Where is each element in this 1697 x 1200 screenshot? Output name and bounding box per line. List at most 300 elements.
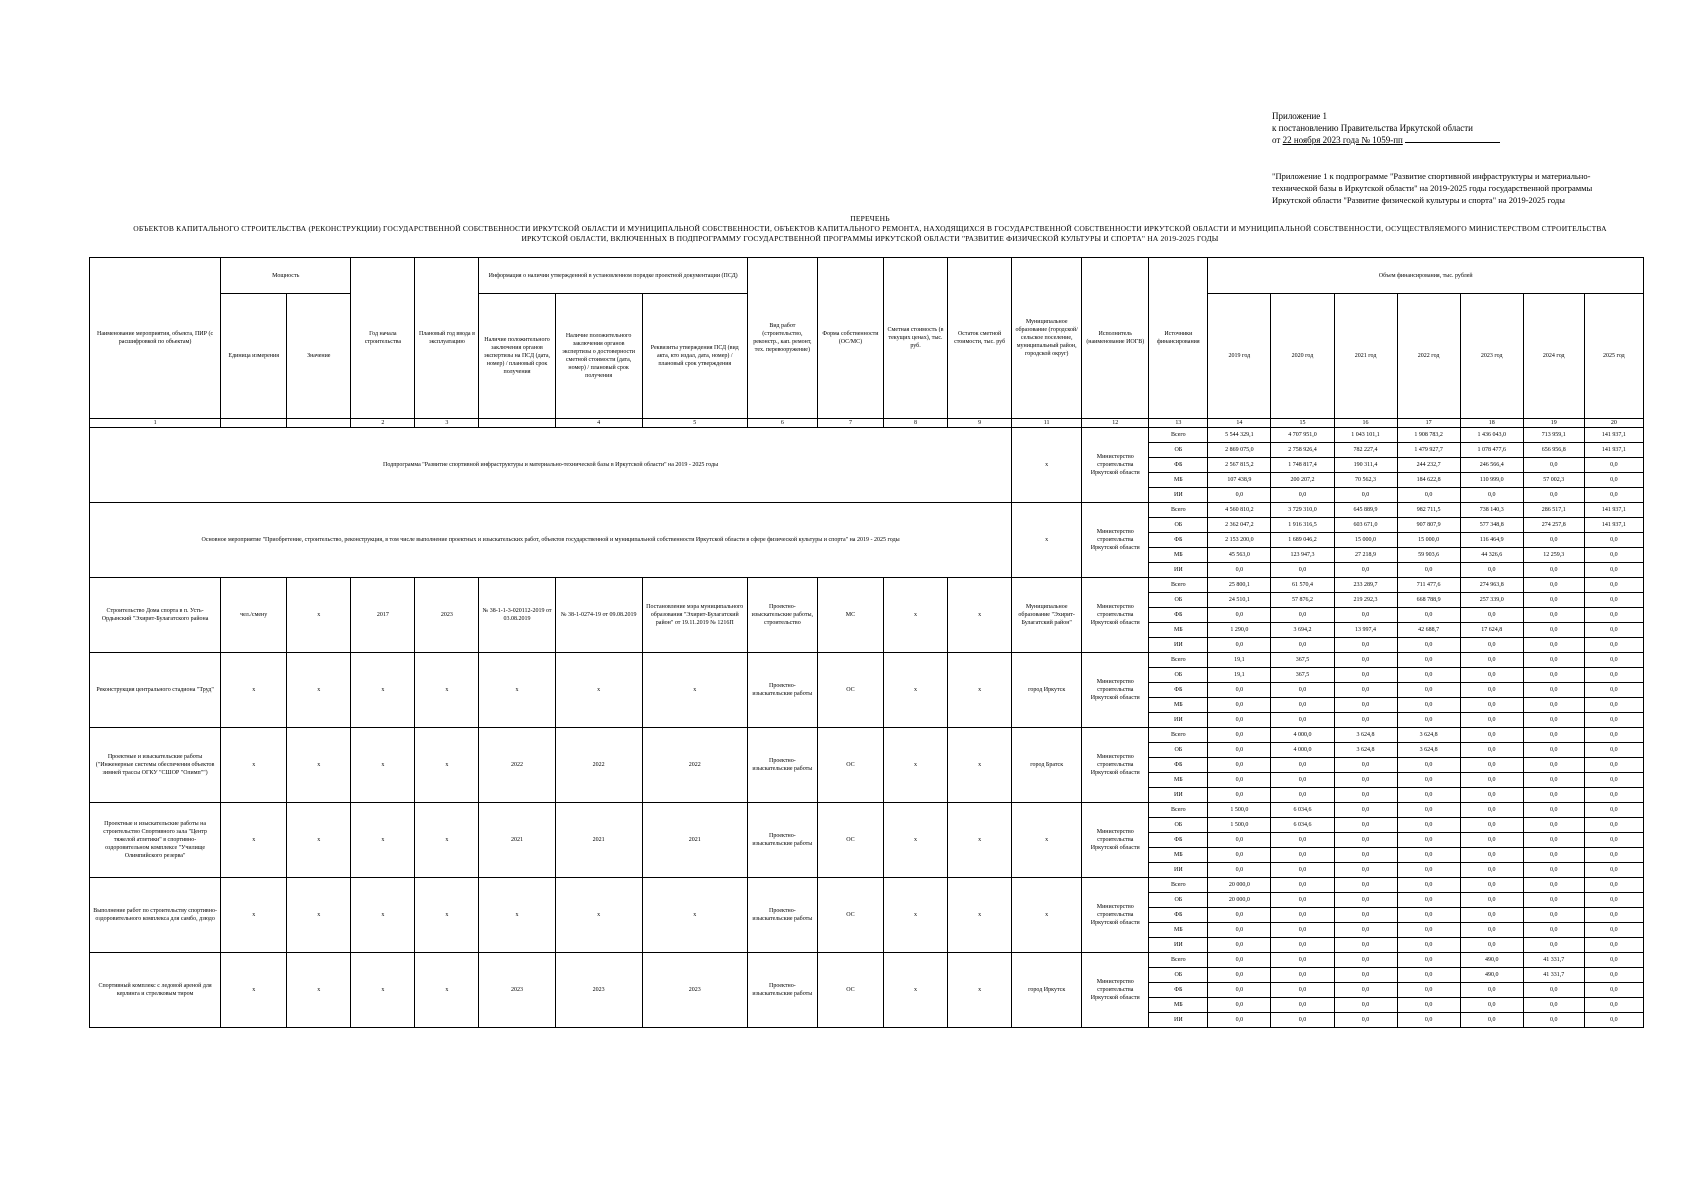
financing-value: 0,0 [1397,638,1460,653]
header-year: 2024 год [1523,294,1584,419]
financing-value: 656 956,8 [1523,443,1584,458]
source-label: МБ [1149,698,1208,713]
col-index [479,419,555,428]
item-municipality: город Иркутск [1012,653,1082,728]
item-name: Проектные и изыскательские работы ("Инженерные системы обеспечения объектов зимней трассы ОГКУ "СШОР "Олимп"") [90,728,221,803]
item-psd3: 2023 [642,953,747,1028]
item-psd2: 2022 [555,728,642,803]
financing-value: 0,0 [1584,548,1643,563]
financing-value: 0,0 [1208,683,1271,698]
financing-value: 0,0 [1397,968,1460,983]
header-executor: Исполнитель (наименование ИОГВ) [1082,258,1149,419]
financing-value: 0,0 [1584,908,1643,923]
financing-value: 13 997,4 [1334,623,1397,638]
financing-value: 0,0 [1334,953,1397,968]
financing-value: 19,1 [1208,668,1271,683]
financing-value: 0,0 [1523,893,1584,908]
financing-value: 0,0 [1208,1013,1271,1028]
financing-value: 3 624,8 [1397,728,1460,743]
financing-value: 0,0 [1523,458,1584,473]
financing-value: 0,0 [1460,563,1523,578]
financing-value: 0,0 [1208,608,1271,623]
financing-value: 490,0 [1460,968,1523,983]
financing-value: 0,0 [1334,608,1397,623]
item-rem-cost: х [948,878,1012,953]
financing-value: 0,0 [1460,848,1523,863]
financing-value: 141 937,1 [1584,503,1643,518]
financing-value: 59 903,6 [1397,548,1460,563]
item-work-type: Проектно-изыскательские работы [747,653,817,728]
financing-value: 0,0 [1397,1013,1460,1028]
financing-value: 0,0 [1460,833,1523,848]
annex-line3-prefix: от [1272,135,1281,145]
financing-value: 0,0 [1208,998,1271,1013]
financing-value: 0,0 [1334,488,1397,503]
financing-value: 0,0 [1208,953,1271,968]
financing-value: 0,0 [1460,698,1523,713]
financing-value: 0,0 [1334,1013,1397,1028]
financing-value: 0,0 [1523,878,1584,893]
item-psd3: 2021 [642,803,747,878]
financing-value: 0,0 [1584,803,1643,818]
item-value: х [287,728,351,803]
financing-value: 3 694,2 [1271,623,1334,638]
financing-value: 0,0 [1460,773,1523,788]
financing-value: 0,0 [1584,713,1643,728]
header-sources: Источники финансирования [1149,258,1208,419]
financing-value: 0,0 [1397,818,1460,833]
item-municipality: город Иркутск [1012,953,1082,1028]
source-label: ФБ [1149,908,1208,923]
financing-value: 2 758 926,4 [1271,443,1334,458]
item-est-cost: х [883,578,947,653]
financing-value: 713 959,1 [1523,428,1584,443]
financing-value: 0,0 [1334,668,1397,683]
financing-value: 0,0 [1271,608,1334,623]
financing-value: 0,0 [1460,803,1523,818]
col-index: 5 [642,419,747,428]
col-index: 9 [948,419,1012,428]
financing-value: 0,0 [1334,653,1397,668]
financing-value: 0,0 [1460,923,1523,938]
col-index: 11 [1012,419,1082,428]
financing-value: 123 947,3 [1271,548,1334,563]
item-year-start: х [351,953,415,1028]
source-label: Всего [1149,878,1208,893]
financing-value: 0,0 [1208,983,1271,998]
financing-value: 141 937,1 [1584,428,1643,443]
financing-value: 0,0 [1584,533,1643,548]
financing-value: 0,0 [1460,743,1523,758]
header-psd2: Наличие положительного заключения органов экспертизы о достоверности сметной стоимости (дата, номер) / плановый срок получения [555,294,642,419]
item-psd1: 2021 [479,803,555,878]
source-label: ФБ [1149,608,1208,623]
financing-value: 0,0 [1334,938,1397,953]
financing-value: 61 570,4 [1271,578,1334,593]
item-name: Спортивный комплекс с ледовой ареной для керлинга и стрелковым тиром [90,953,221,1028]
financing-value: 12 259,3 [1523,548,1584,563]
financing-value: 0,0 [1397,488,1460,503]
item-municipality: город Братск [1012,728,1082,803]
financing-value: 0,0 [1208,758,1271,773]
financing-value: 982 711,5 [1397,503,1460,518]
section-row [90,428,1644,443]
financing-value: 0,0 [1271,563,1334,578]
financing-value: 0,0 [1523,923,1584,938]
source-label: Всего [1149,428,1208,443]
financing-value: 577 348,8 [1460,518,1523,533]
financing-value: 0,0 [1334,833,1397,848]
item-psd1: № 38-1-1-3-020112-2019 от 03.08.2019 [479,578,555,653]
item-rem-cost: х [948,953,1012,1028]
financing-value: 3 624,8 [1397,743,1460,758]
col-index: 16 [1334,419,1397,428]
financing-value: 0,0 [1208,848,1271,863]
financing-value: 0,0 [1334,878,1397,893]
financing-value: 0,0 [1460,788,1523,803]
financing-value: 4 560 810,2 [1208,503,1271,518]
source-label: Всего [1149,653,1208,668]
header-value: Значение [287,294,351,419]
item-ownership: ОС [817,953,883,1028]
item-unit: х [221,653,287,728]
financing-value: 0,0 [1397,953,1460,968]
table-body [90,428,1644,1028]
financing-value: 57 002,3 [1523,473,1584,488]
source-label: ИИ [1149,713,1208,728]
financing-value: 20 000,0 [1208,893,1271,908]
item-row [90,878,1644,893]
item-row [90,578,1644,593]
financing-value: 15 000,0 [1334,533,1397,548]
financing-value: 0,0 [1584,773,1643,788]
financing-value: 20 000,0 [1208,878,1271,893]
header-psd-info: Информация о наличии утвержденной в установленном порядке проектной документации (ПСД) [479,258,747,294]
source-label: ФБ [1149,983,1208,998]
financing-value: 0,0 [1208,833,1271,848]
financing-value: 0,0 [1584,488,1643,503]
item-psd1: 2022 [479,728,555,803]
financing-value: 0,0 [1397,758,1460,773]
col-index: 12 [1082,419,1149,428]
financing-value: 0,0 [1460,638,1523,653]
col-index: 18 [1460,419,1523,428]
financing-value: 0,0 [1584,983,1643,998]
financing-value: 0,0 [1523,938,1584,953]
financing-value: 244 232,7 [1397,458,1460,473]
list-title [100,214,1640,244]
financing-value: 274 257,8 [1523,518,1584,533]
financing-value: 0,0 [1523,638,1584,653]
list-title-line3: ИРКУТСКОЙ ОБЛАСТИ, ВКЛЮЧЕННЫХ В ПОДПРОГРАММУ ГОСУДАРСТВЕННОЙ ПРОГРАММЫ ИРКУТСКОЙ ОБЛАСТИ "РАЗВИТИЕ ФИЗИЧЕСКОЙ КУЛЬТУРЫ И СПОРТА" НА 2019-2025 ГОДЫ [521,234,1219,243]
financing-value: 0,0 [1523,833,1584,848]
financing-value: 0,0 [1334,788,1397,803]
item-rem-cost: х [948,653,1012,728]
financing-value: 0,0 [1271,983,1334,998]
financing-value: 1 500,0 [1208,818,1271,833]
header-work-type: Вид работ (строительство, реконстр., кап. ремонт, тех. перевооружение) [747,258,817,419]
financing-value: 4 000,0 [1271,743,1334,758]
item-est-cost: х [883,728,947,803]
financing-value: 0,0 [1334,848,1397,863]
financing-value: 0,0 [1460,983,1523,998]
financing-value: 141 937,1 [1584,518,1643,533]
financing-value: 0,0 [1334,863,1397,878]
item-executor: Министерство строительства Иркутской области [1082,878,1149,953]
financing-value: 367,5 [1271,668,1334,683]
source-label: МБ [1149,923,1208,938]
financing-value: 0,0 [1584,833,1643,848]
item-work-type: Проектно-изыскательские работы [747,878,817,953]
header-financing: Объем финансирования, тыс. рублей [1208,258,1644,294]
section-name: Основное мероприятие "Приобретение, строительство, реконструкция, в том числе выполнение проектных и изыскательских работ, объектов государственной и муниципальной собственности Иркутской области в сфере физической культуры и спорта" на 2019 - 2025 годы [90,503,1012,578]
financing-value: 0,0 [1584,953,1643,968]
financing-value: 24 510,1 [1208,593,1271,608]
source-label: ОБ [1149,968,1208,983]
financing-value: 257 339,0 [1460,593,1523,608]
col-index: 4 [555,419,642,428]
underline [1405,134,1500,143]
source-label: ИИ [1149,1013,1208,1028]
financing-value: 6 034,6 [1271,818,1334,833]
financing-value: 190 311,4 [1334,458,1397,473]
table-header [90,258,1644,428]
list-title-line1: ПЕРЕЧЕНЬ [850,214,890,223]
item-value: х [287,653,351,728]
financing-value: 0,0 [1523,578,1584,593]
financing-value: 0,0 [1271,833,1334,848]
item-name: Строительство Дома спорта в п. Усть-Ордынский "Эхирит-Булагатского района [90,578,221,653]
financing-value: 0,0 [1271,863,1334,878]
item-work-type: Проектно-изыскательские работы, строительство [747,578,817,653]
col-index: 13 [1149,419,1208,428]
financing-value: 2 362 047,2 [1208,518,1271,533]
financing-value: 0,0 [1208,638,1271,653]
financing-value: 0,0 [1460,893,1523,908]
financing-value: 0,0 [1584,938,1643,953]
financing-value: 0,0 [1334,983,1397,998]
item-municipality: х [1012,878,1082,953]
financing-value: 0,0 [1397,653,1460,668]
financing-value: 0,0 [1271,968,1334,983]
item-ownership: ОС [817,878,883,953]
financing-value: 0,0 [1523,908,1584,923]
header-power: Мощность [221,258,351,294]
financing-value: 219 292,3 [1334,593,1397,608]
source-label: Всего [1149,503,1208,518]
financing-value: 0,0 [1460,818,1523,833]
financing-value: 0,0 [1397,938,1460,953]
financing-value: 0,0 [1334,923,1397,938]
financing-value: 42 688,7 [1397,623,1460,638]
source-label: ОБ [1149,893,1208,908]
financing-value: 0,0 [1397,563,1460,578]
financing-value: 0,0 [1523,998,1584,1013]
source-label: ОБ [1149,668,1208,683]
item-est-cost: х [883,803,947,878]
financing-value: 603 671,0 [1334,518,1397,533]
financing-value: 19,1 [1208,653,1271,668]
col-index: 2 [351,419,415,428]
item-unit: х [221,803,287,878]
financing-value: 0,0 [1334,713,1397,728]
source-label: ИИ [1149,488,1208,503]
column-index-row [90,419,1644,428]
financing-value: 0,0 [1523,983,1584,998]
financing-value: 0,0 [1523,863,1584,878]
financing-value: 0,0 [1584,653,1643,668]
financing-value: 711 477,6 [1397,578,1460,593]
financing-value: 274 963,8 [1460,578,1523,593]
financing-value: 0,0 [1397,788,1460,803]
financing-value: 0,0 [1523,563,1584,578]
financing-value: 0,0 [1584,743,1643,758]
financing-value: 0,0 [1460,863,1523,878]
financing-value: 0,0 [1208,773,1271,788]
financing-value: 41 331,7 [1523,953,1584,968]
source-label: МБ [1149,773,1208,788]
financing-value: 490,0 [1460,953,1523,968]
financing-value: 1 290,0 [1208,623,1271,638]
financing-value: 0,0 [1523,653,1584,668]
financing-value: 0,0 [1397,908,1460,923]
financing-value: 0,0 [1523,818,1584,833]
financing-value: 0,0 [1584,593,1643,608]
header-psd1: Наличие положительного заключения органов экспертизы на ПСД (дата, номер) / плановый срок получения [479,294,555,419]
financing-value: 0,0 [1397,608,1460,623]
financing-value: 1 908 783,2 [1397,428,1460,443]
source-label: ФБ [1149,458,1208,473]
item-est-cost: х [883,878,947,953]
financing-value: 0,0 [1208,728,1271,743]
item-psd3: Постановление мэра муниципального образования "Эхирит-Булагатский район" от 19.11.2019 № 1216П [642,578,747,653]
source-label: ИИ [1149,563,1208,578]
source-label: ИИ [1149,788,1208,803]
col-index [287,419,351,428]
header-year-end: Плановый год ввода в эксплуатацию [415,258,479,419]
financing-value: 0,0 [1334,773,1397,788]
item-executor: Министерство строительства Иркутской области [1082,953,1149,1028]
financing-value: 0,0 [1523,683,1584,698]
col-index: 14 [1208,419,1271,428]
financing-value: 0,0 [1334,893,1397,908]
financing-value: 0,0 [1523,668,1584,683]
header-year: 2019 год [1208,294,1271,419]
item-rem-cost: х [948,728,1012,803]
source-label: МБ [1149,548,1208,563]
financing-value: 0,0 [1334,803,1397,818]
item-ownership: ОС [817,653,883,728]
source-label: ОБ [1149,593,1208,608]
financing-value: 0,0 [1397,773,1460,788]
financing-value: 0,0 [1271,713,1334,728]
item-year-start: х [351,653,415,728]
financing-value: 0,0 [1397,698,1460,713]
item-value: х [287,953,351,1028]
financing-value: 668 788,9 [1397,593,1460,608]
financing-value: 0,0 [1460,1013,1523,1028]
source-label: ФБ [1149,833,1208,848]
financing-value: 3 729 310,0 [1271,503,1334,518]
header-unit: Единица измерения [221,294,287,419]
financing-value: 0,0 [1584,608,1643,623]
financing-value: 116 464,9 [1460,533,1523,548]
financing-value: 0,0 [1334,908,1397,923]
financing-value: 246 566,4 [1460,458,1523,473]
financing-value: 0,0 [1271,1013,1334,1028]
item-row [90,653,1644,668]
financing-value: 5 544 329,1 [1208,428,1271,443]
item-ownership: ОС [817,728,883,803]
financing-value: 1 689 046,2 [1271,533,1334,548]
financing-value: 0,0 [1523,743,1584,758]
financing-value: 0,0 [1334,968,1397,983]
financing-value: 0,0 [1584,893,1643,908]
financing-value: 0,0 [1584,473,1643,488]
item-value: х [287,803,351,878]
item-year-end: х [415,728,479,803]
col-index: 15 [1271,419,1334,428]
financing-value: 0,0 [1208,788,1271,803]
financing-value: 0,0 [1523,1013,1584,1028]
financing-value: 0,0 [1208,488,1271,503]
financing-value: 0,0 [1334,638,1397,653]
financing-value: 0,0 [1271,488,1334,503]
item-year-start: х [351,803,415,878]
financing-value: 0,0 [1584,578,1643,593]
financing-value: 0,0 [1584,818,1643,833]
financing-value: 200 207,2 [1271,473,1334,488]
item-psd2: 2021 [555,803,642,878]
financing-value: 0,0 [1397,983,1460,998]
financing-value: 0,0 [1460,938,1523,953]
financing-value: 0,0 [1271,908,1334,923]
financing-value: 17 624,8 [1460,623,1523,638]
source-label: Всего [1149,728,1208,743]
financing-value: 0,0 [1271,698,1334,713]
financing-value: 15 000,0 [1397,533,1460,548]
financing-value: 0,0 [1208,863,1271,878]
header-psd3: Реквизиты утверждения ПСД (вид акта, кто издал, дата, номер) / плановый срок утверждения [642,294,747,419]
item-municipality: Муниципальное образование "Эхирит-Булагатский район" [1012,578,1082,653]
financing-value: 0,0 [1584,458,1643,473]
financing-value: 645 889,9 [1334,503,1397,518]
financing-value: 0,0 [1397,683,1460,698]
item-psd1: х [479,878,555,953]
financing-value: 0,0 [1584,623,1643,638]
col-index [221,419,287,428]
financing-value: 1 436 043,0 [1460,428,1523,443]
financing-value: 27 218,9 [1334,548,1397,563]
financing-value: 0,0 [1460,878,1523,893]
item-value: х [287,878,351,953]
financing-value: 0,0 [1397,713,1460,728]
financing-value: 0,0 [1397,878,1460,893]
financing-value: 0,0 [1523,803,1584,818]
header-name: Наименование мероприятия, объекта, ПИР (с расшифровкой по объектам) [90,258,221,419]
header-year: 2020 год [1271,294,1334,419]
financing-value: 0,0 [1271,773,1334,788]
item-row [90,728,1644,743]
financing-value: 0,0 [1584,968,1643,983]
col-index: 19 [1523,419,1584,428]
item-ownership: ОС [817,803,883,878]
financing-value: 0,0 [1523,848,1584,863]
source-label: Всего [1149,578,1208,593]
source-label: ОБ [1149,743,1208,758]
source-label: ФБ [1149,683,1208,698]
col-index: 3 [415,419,479,428]
